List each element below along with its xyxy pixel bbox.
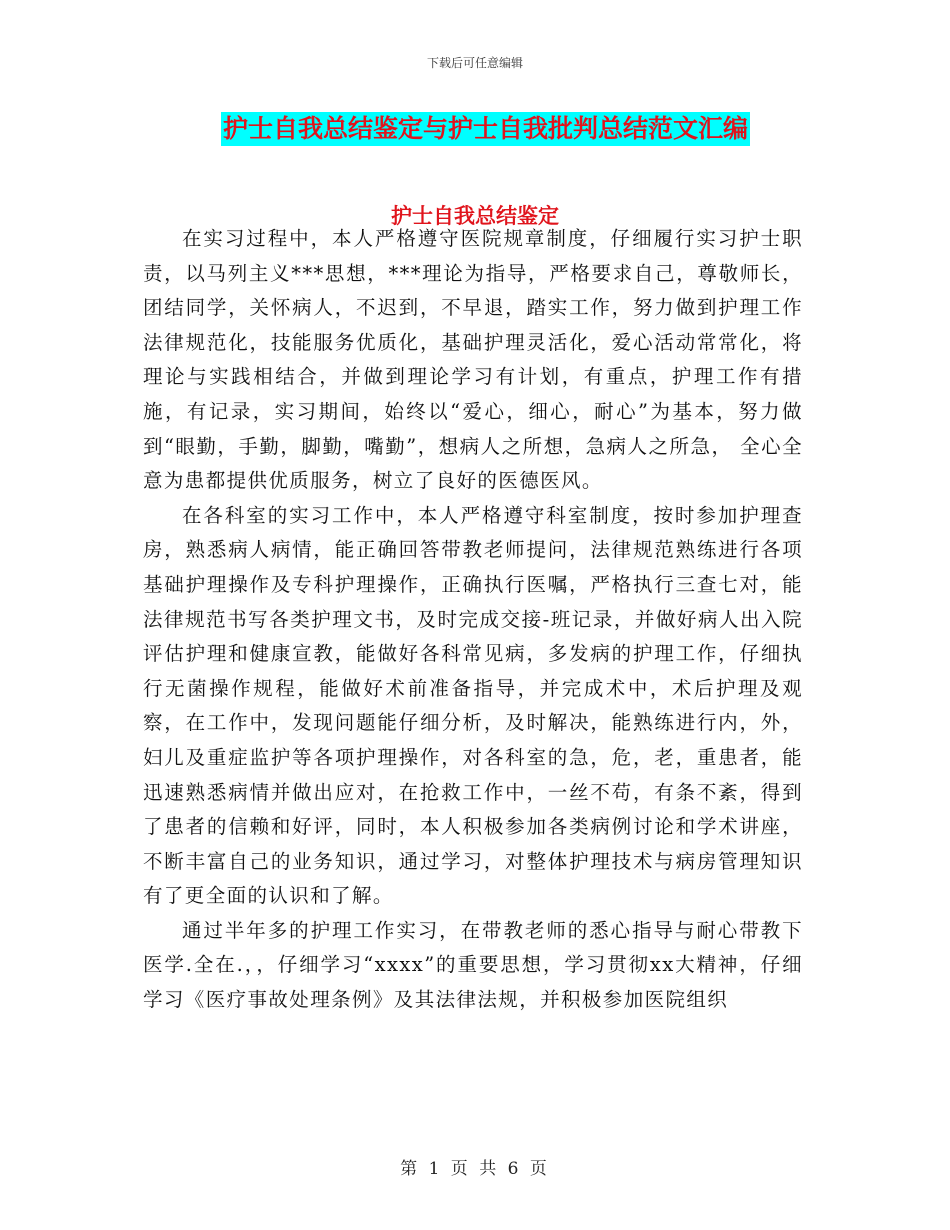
document-title: 护士自我总结鉴定与护士自我批判总结范文汇编 — [221, 112, 750, 146]
paragraph-3: 通过半年多的护理工作实习，在带教老师的悉心指导与耐心带教下医学.全在.，，仔细学习“xxxx”的重要思想，学习贯彻xx大精神，仔细学习《医疗事故处理条例》及其法律法规，并积极参加医院组织 — [143, 918, 803, 1012]
header-note: 下载后可任意编辑 — [426, 56, 523, 70]
page-footer: 第 1 页 共 6 页 — [400, 1159, 550, 1179]
paragraph-2: 在各科室的实习工作中，本人严格遵守科室制度，按时参加护理查房，熟悉病人病情，能正确回答带教老师提问，法律规范熟练进行各项基础护理操作及专科护理操作，正确执行医嘱，严格执行三查七对，能法律规范书写各类护理文书，及时完成交接-班记录，并做好病人出入院评估护理和健康宣教，能做好各科常见病，多发病的护理工作，仔细执行无菌操作规程，能做好术前准备指导，并完成术中，术后护理及观察，在工作中，发现问题能仔细分析，及时解决，能熟练进行内，外，妇儿及重症监护等各项护理操作，对各科室的急，危，老，重患者，能迅速熟悉病情并做出应对，在抢救工作中，一丝不苟，有条不紊，得到了患者的信赖和好评，同时，本人积极参加各类病例讨论和学术讲座，不断丰富自己的业务知识，通过学习，对整体护理技术与病房管理知识有了更全面的认识和了解。 — [143, 503, 803, 908]
section-title: 护士自我总结鉴定 — [391, 204, 559, 228]
paragraph-1: 在实习过程中，本人严格遵守医院规章制度，仔细履行实习护士职责，以马列主义***思想，***理论为指导，严格要求自己，尊敬师长，团结同学，关怀病人，不迟到，不早退，踏实工作，努力做到护理工作法律规范化，技能服务优质化，基础护理灵活化，爱心活动常常化，将理论与实践相结合，并做到理论学习有计划，有重点，护理工作有措施，有记录，实习期间，始终以“爱心，细心，耐心”为基本，努力做到“眼勤，手勤，脚勤，嘴勤”，想病人之所想，急病人之所急， 全心全意为患都提供优质服务，树立了良好的医德医风。 — [143, 227, 803, 493]
body-text — [143, 222, 803, 1018]
